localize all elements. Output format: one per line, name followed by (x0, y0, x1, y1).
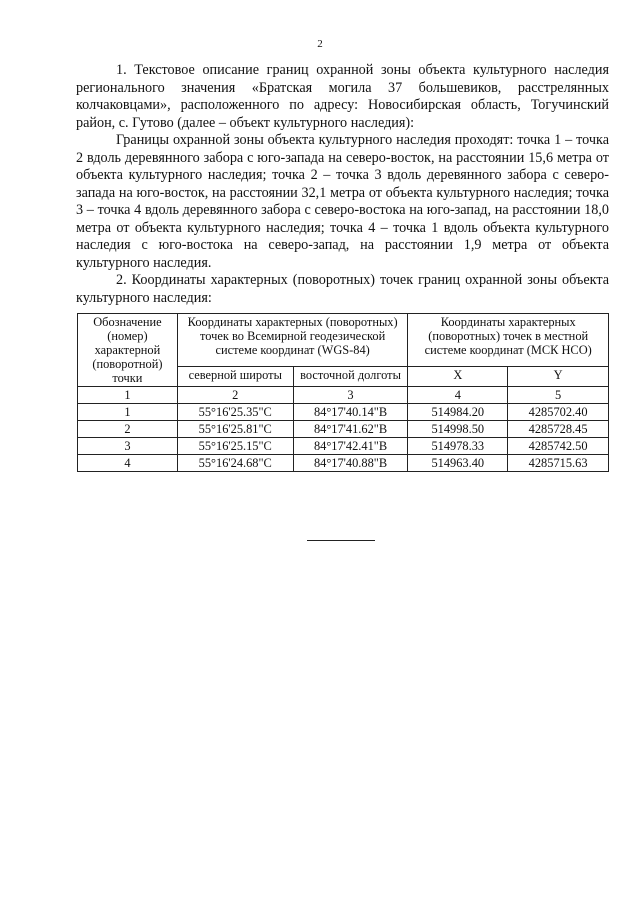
cell-y: 4285702.40 (508, 404, 609, 421)
column-number: 3 (293, 387, 408, 404)
page-number: 2 (317, 38, 323, 50)
paragraph-coordinates-intro: 2. Координаты характерных (поворотных) точек границ охранной зоны объекта культурного наследия: (76, 272, 609, 306)
column-number: 1 (78, 387, 178, 404)
cell-x: 514998.50 (408, 421, 508, 438)
cell-x: 514984.20 (408, 404, 508, 421)
table-header-row (78, 314, 609, 367)
cell-latitude: 55°16'25.15"С (177, 438, 293, 455)
cell-y: 4285715.63 (508, 455, 609, 472)
subheader-east-longitude: восточной долготы (293, 366, 408, 386)
cell-x: 514978.33 (408, 438, 508, 455)
cell-longitude: 84°17'41.62"В (293, 421, 408, 438)
cell-point: 2 (78, 421, 178, 438)
header-point-designation: Обозначение (номер) характерной (поворотной) точки (78, 314, 178, 387)
cell-point: 1 (78, 404, 178, 421)
table-column-numbers-row (78, 387, 609, 404)
table-row (78, 438, 609, 455)
table-row (78, 455, 609, 472)
table-row (78, 404, 609, 421)
paragraph-boundary-description-intro: 1. Текстовое описание границ охранной зоны объекта культурного наследия регионального значения «Братская могила 37 большевиков, расстрелянных колчаковцами», расположенного по адресу: Новосибирская область, Тогучинский район, с. Гутово (далее – объект культурного наследия): (76, 62, 609, 131)
header-local-coordinates: Координаты характерных (поворотных) точек в местной системе координат (МСК НСО) (408, 314, 609, 367)
column-number: 5 (508, 387, 609, 404)
cell-point: 4 (78, 455, 178, 472)
cell-y: 4285728.45 (508, 421, 609, 438)
cell-x: 514963.40 (408, 455, 508, 472)
cell-longitude: 84°17'40.88"В (293, 455, 408, 472)
cell-latitude: 55°16'24.68"С (177, 455, 293, 472)
cell-y: 4285742.50 (508, 438, 609, 455)
cell-latitude: 55°16'25.35"С (177, 404, 293, 421)
cell-point: 3 (78, 438, 178, 455)
table-row (78, 421, 609, 438)
closing-separator-line (307, 540, 375, 541)
document-body (76, 62, 609, 307)
paragraph-boundary-route: Границы охранной зоны объекта культурного наследия проходят: точка 1 – точка 2 вдоль деревянного забора с юго-запада на северо-восток, на расстоянии 15,6 метра от объекта культурного наследия; точка 2 – точка 3 вдоль деревянного забора с северо-запада на юго-восток, на расстоянии 32,1 метра от объекта культурного наследия; точка 3 – точка 4 вдоль деревянного забора с северо-востока на юго-запад, на расстоянии 18,0 метра от объекта культурного наследия; точка 4 – точка 1 вдоль объекта культурного наследия с юго-востока на северо-запад, на расстоянии 1,9 метра от объекта культурного наследия. (76, 132, 609, 271)
header-wgs84-coordinates: Координаты характерных (поворотных) точек во Всемирной геодезической системе координат (WGS-84) (177, 314, 408, 367)
subheader-x: X (408, 366, 508, 386)
cell-latitude: 55°16'25.81"С (177, 421, 293, 438)
subheader-y: Y (508, 366, 609, 386)
column-number: 2 (177, 387, 293, 404)
coordinates-table (77, 313, 609, 472)
cell-longitude: 84°17'42.41"В (293, 438, 408, 455)
column-number: 4 (408, 387, 508, 404)
cell-longitude: 84°17'40.14"В (293, 404, 408, 421)
subheader-north-latitude: северной широты (177, 366, 293, 386)
